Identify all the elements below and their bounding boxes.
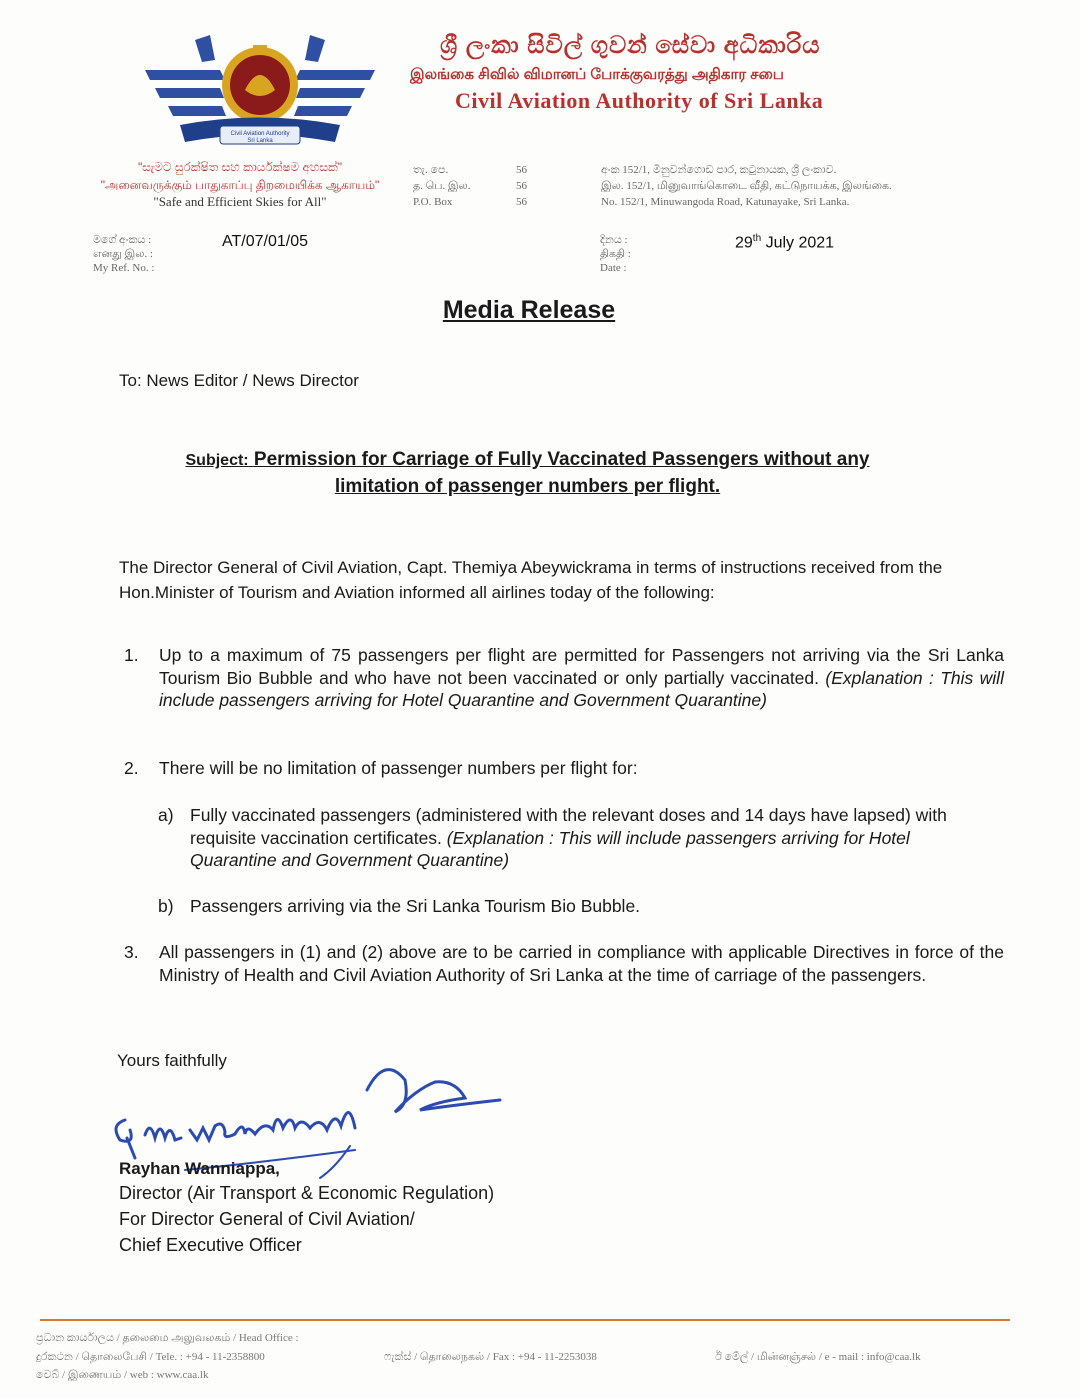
org-name-english: Civil Aviation Authority of Sri Lanka [455, 88, 824, 113]
footer-head-office: ප්‍රධාන කාර්යාලය / தலைமை அலுவலகம் / Head Office : [36, 1332, 299, 1344]
footer-email: ඊ මේල් / மின்னஞ்சல் / e - mail : info@caa.lk [715, 1351, 921, 1363]
recipient-line: To: News Editor / News Director [119, 371, 359, 390]
date-label: දිනය : [600, 234, 628, 246]
pobox-label: තැ. පෙ. [413, 164, 449, 176]
pobox-label: P.O. Box [413, 196, 453, 208]
caa-logo [140, 30, 380, 160]
footer-divider [40, 1319, 1010, 1321]
address-line: අංක 152/1, මිනුවන්ගොඩ පාර, කටුනායක, ශ්‍රී ලංකාව. [601, 164, 837, 176]
list-number: b) [158, 896, 174, 916]
list-item-2 [124, 757, 1004, 780]
motto-sinhala: "සැමට සුරක්ෂිත සහ කාර්යක්ෂම අහසක්" [138, 160, 342, 174]
signer-title: Director (Air Transport & Economic Regulation) [119, 1183, 495, 1203]
pobox-number: 56 [516, 164, 527, 176]
svg-text:Sri Lanka: Sri Lanka [247, 138, 273, 144]
org-name-sinhala: ශ්‍රී ලංකා සිවිල් ගුවන් සේවා අධිකාරිය [440, 32, 821, 59]
list-text: Up to a maximum of 75 passengers per flight are permitted for Passengers not arriving via the Sri Lanka Tourism Bio Bubble and who have not been vaccinated or only partially vaccinated. [159, 645, 1004, 688]
page-title: Media Release [442, 296, 616, 324]
ref-label: எனது இல. : [93, 248, 153, 260]
ref-label: My Ref. No. : [93, 262, 155, 274]
subject-label: Subject: [185, 452, 249, 469]
footer-fax: ෆැක්ස් / தொலைநகல் / Fax : +94 - 11-2253038 [384, 1351, 597, 1363]
list-number: 2. [124, 758, 139, 778]
list-text: All passengers in (1) and (2) above are to be carried in compliance with applicable Directives in force of the Ministry of Health and Civil Aviation Authority of Sri Lanka at the time of carriage of the passengers. [159, 942, 1004, 985]
address-block [601, 162, 892, 210]
date-label: Date : [600, 262, 627, 274]
closing: Yours faithfully [117, 1051, 227, 1070]
address-line: இல. 152/1, மினுவாங்கொடை வீதி, கட்டுநாயக்க, இலங்கை. [601, 180, 892, 192]
list-number: 3. [124, 942, 139, 962]
pobox-number: 56 [516, 196, 527, 208]
subject-text: Permission for Carriage of Fully Vaccinated Passengers without any limitation of passenger numbers per flight. [253, 449, 870, 497]
list-text: Passengers arriving via the Sri Lanka Tourism Bio Bubble. [190, 896, 641, 916]
list-item-2b [158, 895, 998, 918]
subject-line [150, 447, 905, 500]
motto-english: "Safe and Efficient Skies for All" [153, 194, 327, 209]
date-labels [600, 233, 631, 275]
list-item-1 [124, 644, 1004, 712]
pobox-block [413, 162, 543, 210]
list-item-3 [124, 941, 1004, 986]
signer-title: For Director General of Civil Aviation/ [119, 1209, 415, 1229]
list-item-2a [158, 804, 998, 872]
pobox-number: 56 [516, 180, 527, 192]
intro-paragraph: The Director General of Civil Aviation, Capt. Themiya Abeywickrama in terms of instructions received from the Hon.Minister of Tourism and Aviation informed all airlines today of the following: [119, 558, 943, 602]
list-text: There will be no limitation of passenger numbers per flight for: [159, 758, 638, 778]
ref-labels [93, 233, 154, 275]
pobox-label: த. பெ. இல. [413, 180, 471, 192]
list-number: a) [158, 805, 174, 825]
footer-web: වෙබ් / இணையம் / web : www.caa.lk [36, 1369, 209, 1381]
date-value: 29th July 2021 [735, 233, 835, 252]
svg-text:Civil Aviation Authority: Civil Aviation Authority [230, 131, 290, 137]
list-number: 1. [124, 645, 139, 665]
ref-number: AT/07/01/05 [222, 233, 308, 250]
list-note: (Explanation : This will include passengers arriving for Hotel Quarantine and Government Quarantine) [159, 667, 1004, 710]
footer-tele: දුරකථන / தொலைபேசி / Tele. : +94 - 11-2358800 [36, 1351, 265, 1363]
ref-label: මගේ අංකය : [93, 234, 152, 246]
list-text: Fully vaccinated passengers (administered with the relevant doses and 14 days have lapsed) with requisite vaccination certificates. [190, 805, 947, 848]
date-label: திகதி : [600, 248, 631, 260]
signer-name: Rayhan Wanniappa, [119, 1159, 280, 1178]
org-name-tamil: இலங்கை சிவில் விமானப் போக்குவரத்து அதிகார சபை [410, 66, 784, 83]
address-line: No. 152/1, Minuwangoda Road, Katunayake, Sri Lanka. [601, 196, 850, 208]
signer-title: Chief Executive Officer [119, 1235, 302, 1255]
list-note: (Explanation : This will include passengers arriving for Hotel Quarantine and Government Quarantine) [190, 827, 910, 870]
motto-tamil: "அனைவருக்கும் பாதுகாப்பு திறமையிக்க ஆகாயம்" [100, 178, 380, 192]
